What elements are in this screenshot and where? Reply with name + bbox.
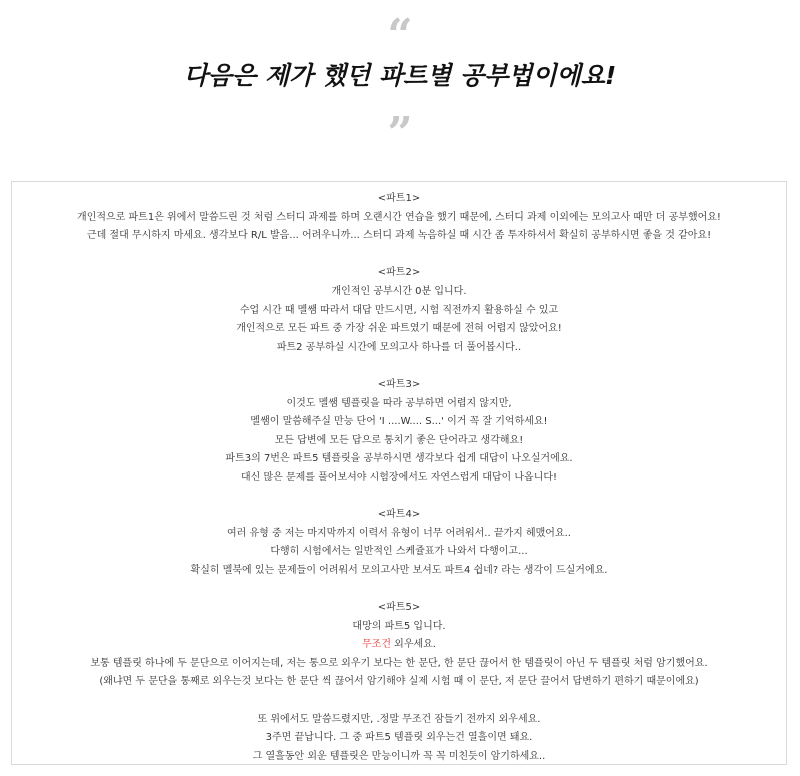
study-method-content	[12, 190, 786, 766]
part5-line	[12, 636, 786, 655]
part4-line: 확실히 멜북에 있는 문제들이 어려워서 모의고사만 보셔도 파트4 쉽네? 라는 생각이 드실거에요.	[190, 564, 608, 576]
part3-line: 대신 많은 문제를 풀어보셔야 시험장에서도 자연스럽게 대답이 나옵니다!	[240, 471, 558, 483]
part3-line: 이것도 멜쌤 템플릿을 따라 공부하면 어렵지 않지만,	[286, 397, 512, 409]
part2-line: 개인적인 공부시간 0분 입니다.	[331, 285, 467, 297]
part5-title: <파트5>	[377, 602, 421, 614]
part2-line: 개인적으로 모든 파트 중 가장 쉬운 파트였기 때문에 전혀 어렵지 않았어요!	[236, 323, 562, 335]
part2-line: 수업 시간 때 멜쌤 따라서 대답 만드시면, 시험 직전까지 활용하실 수 있고	[239, 304, 559, 316]
part5-line: 3주면 끝납니다. 그 중 파트5 템플릿 외우는건 열흘이면 돼요.	[265, 732, 533, 744]
part2-line: 파트2 공부하실 시간에 모의고사 하나를 더 풀어봅시다..	[276, 341, 522, 353]
part5-line: 그 열흘동안 외운 템플릿은 만능이니까 꼭 꼭 미친듯이 암기하세요..	[252, 750, 546, 762]
part3-title: <파트3>	[377, 378, 421, 390]
part5-line: (왜냐면 두 문단을 통째로 외우는것 보다는 한 문단 씩 끊어서 암기해야 실제 시험 때 이 문단, 저 문단 끌어서 답변하기 편하기 때문이에요)	[99, 676, 699, 688]
part4-title: <파트4>	[377, 509, 421, 521]
part3-line: 모든 답변에 모든 답으로 통치기 좋은 단어라고 생각해요!	[274, 434, 524, 446]
part5-line: 보통 템플릿 하나에 두 문단으로 이어지는데, 저는 통으로 외우기 보다는 한 문단, 한 문단 끊어서 한 템플릿이 아닌 두 템플릿 처럼 암기했어요.	[90, 657, 708, 669]
part5-line: 또 위에서도 말씀드렸지만, .정말 무조건 잠들기 전까지 외우세요.	[257, 713, 541, 725]
open-quote-mark: “	[387, 10, 413, 61]
part5-line-rest: 외우세요.	[390, 639, 436, 651]
emphasis-text: 무조건	[362, 639, 391, 651]
part2-title: <파트2>	[377, 267, 421, 279]
close-quote-mark: ”	[387, 108, 413, 159]
part4-line: 다행히 시험에서는 일반적인 스케쥴표가 나와서 다행이고...	[270, 546, 528, 558]
part3-line: 멜쌤이 말씀해주실 만능 단어 'I ....W.... S...' 이거 꼭 잘 기억하세요!	[250, 416, 548, 428]
part1-line: 근데 절대 무시하지 마세요. 생각보다 R/L 발음... 어려우니까... 스터디 과제 녹음하실 때 시간 좀 투자하셔서 확실히 공부하시면 좋을 것 같아요!	[86, 230, 712, 242]
part3-line: 파트3의 7번은 파트5 템플릿을 공부하시면 생각보다 쉽게 대답이 나오실거에요.	[225, 453, 573, 465]
part4-line: 여러 유형 중 저는 마지막까지 이력서 유형이 너무 어려워서.. 끝가지 헤맸어요..	[227, 527, 571, 539]
study-method-box	[11, 181, 787, 765]
part1-line: 개인적으로 파트1은 위에서 말씀드린 것 처럼 스터디 과제를 하며 오랜시간 연습을 했기 때문에, 스터디 과제 이외에는 모의고사 때만 더 공부했어요!	[77, 211, 721, 223]
part5-line: 대망의 파트5 입니다.	[352, 620, 446, 632]
page-heading: 다음은 제가 했던 파트별 공부법이에요!	[183, 61, 617, 90]
part1-title: <파트1>	[377, 193, 421, 204]
